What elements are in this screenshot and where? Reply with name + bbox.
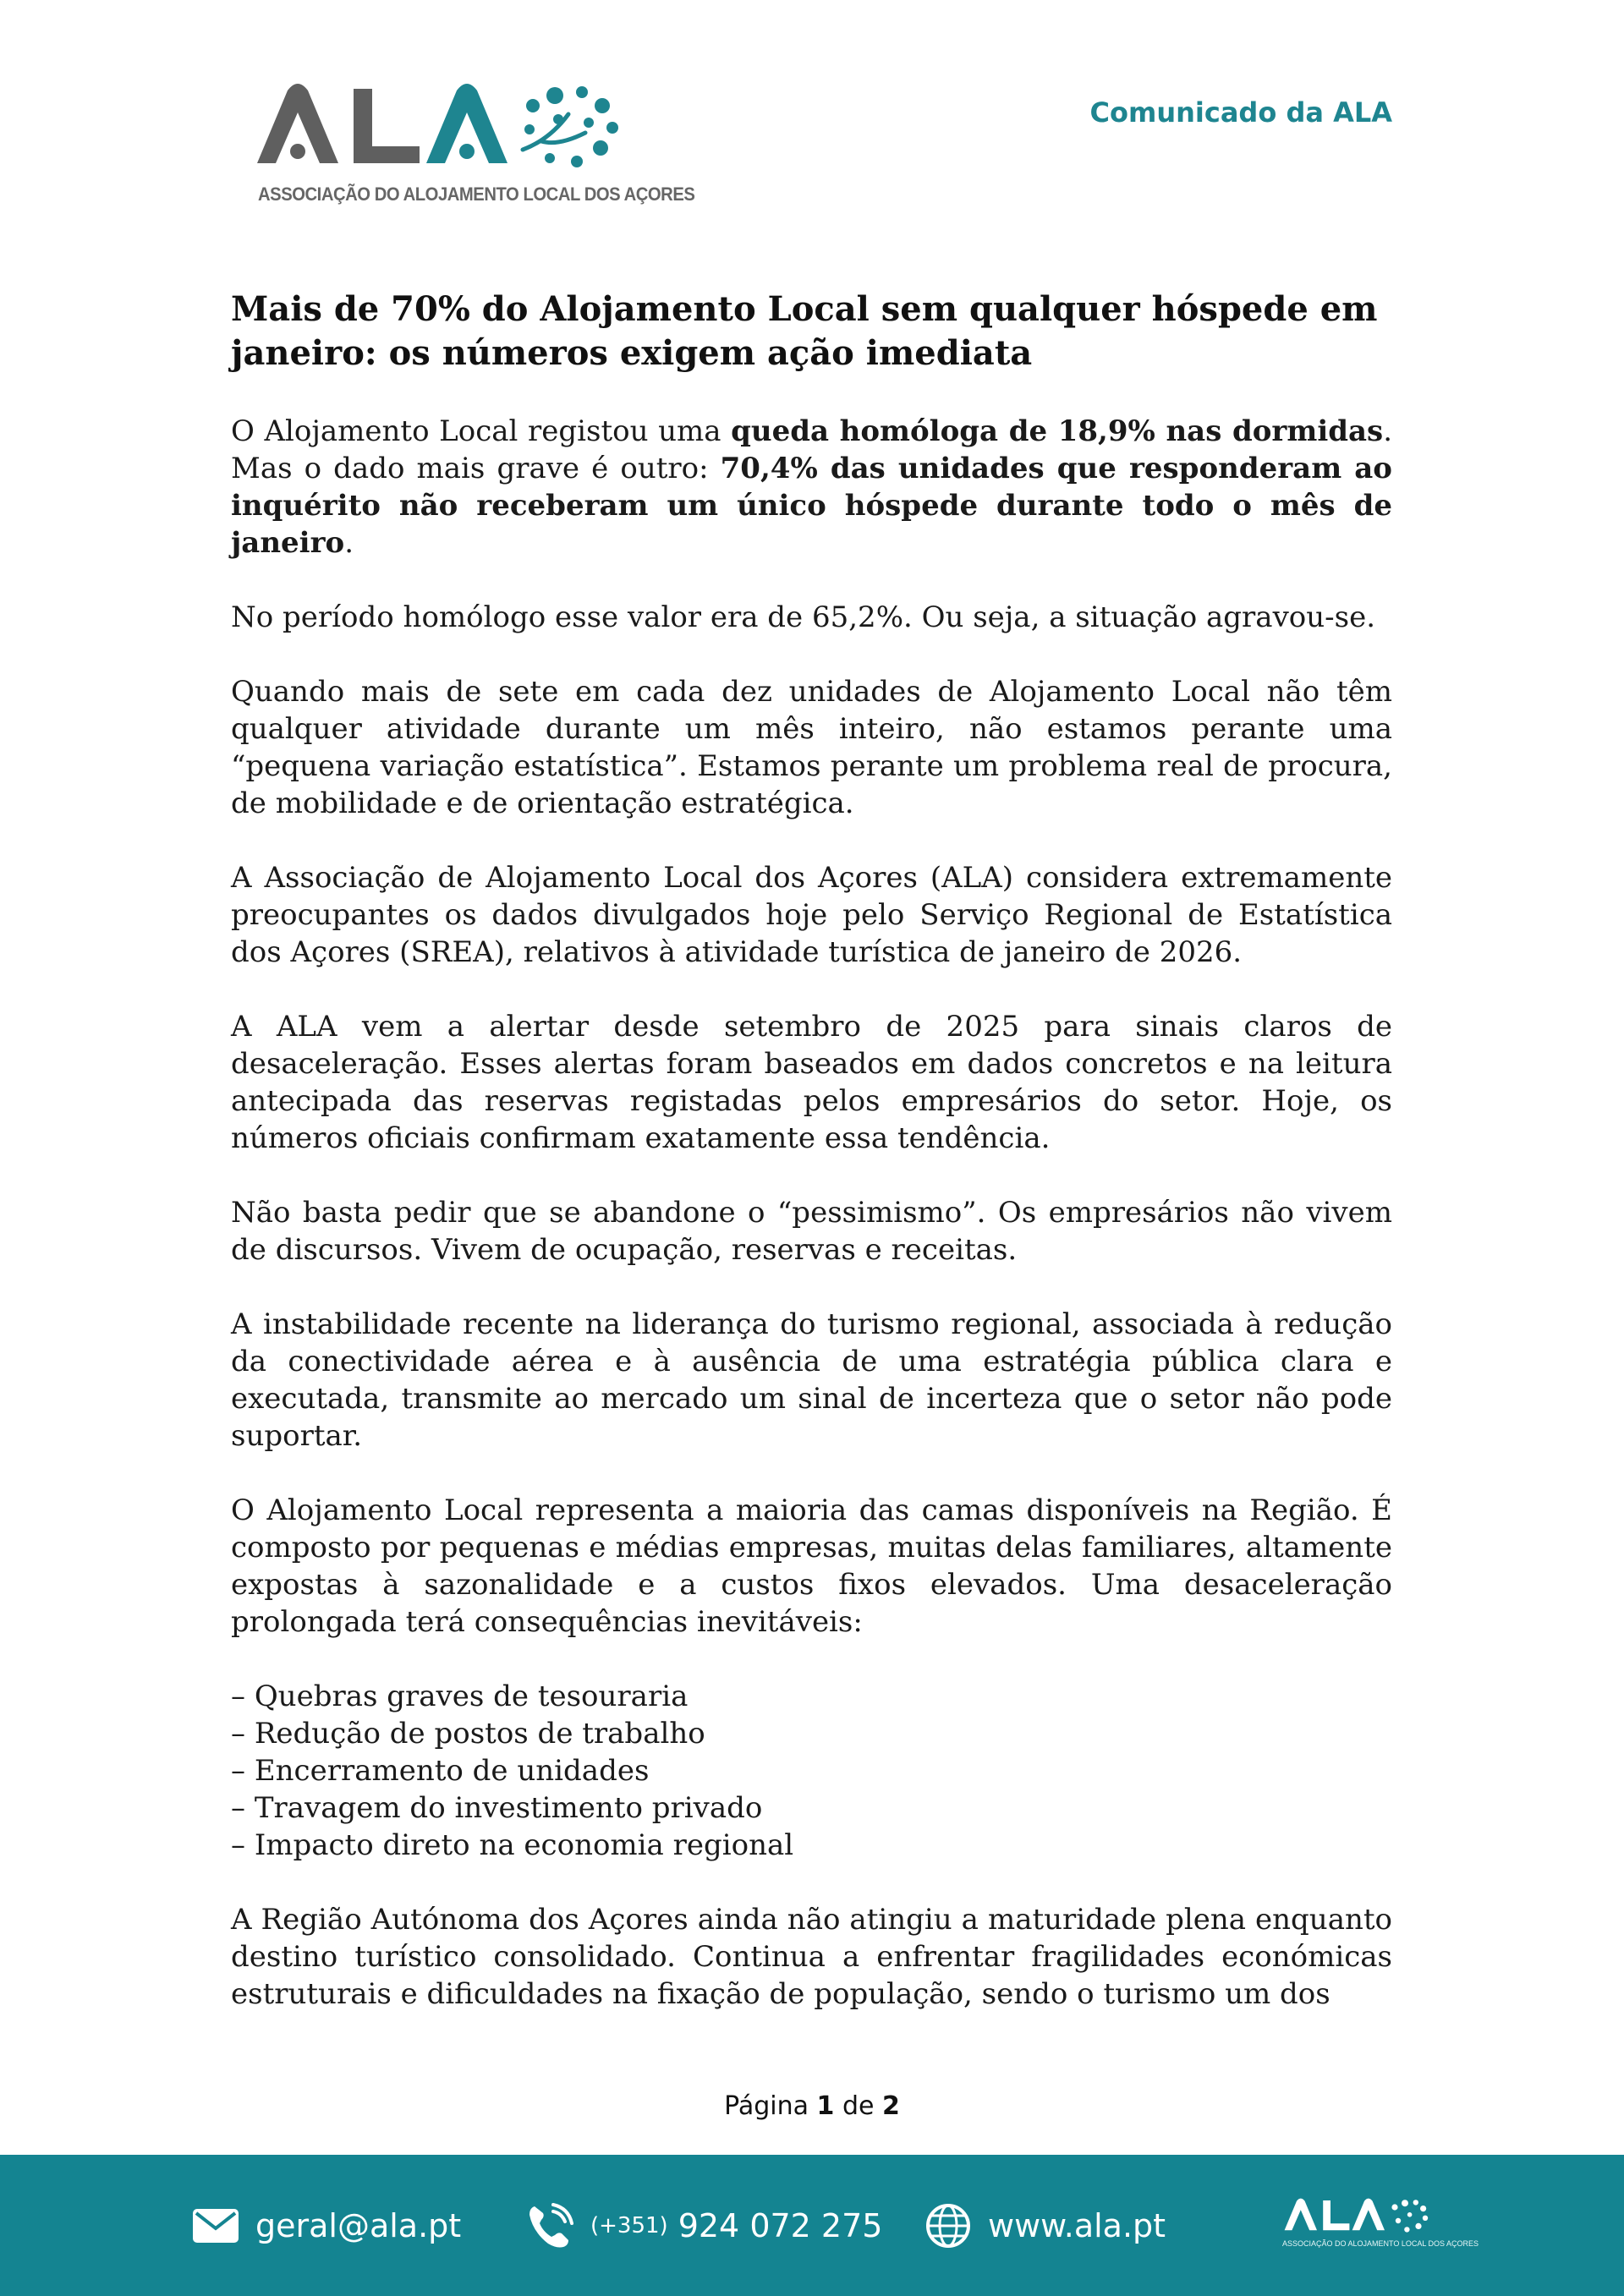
p1-text-c: . Mas o dado mais grave é outro:: [231, 414, 1392, 485]
list-item: – Quebras graves de tesouraria: [231, 1678, 1392, 1715]
list-item: – Travagem do investimento privado: [231, 1789, 1392, 1827]
logo-subtitle: ASSOCIAÇÃO DO ALOJAMENTO LOCAL DOS AÇORES: [258, 184, 695, 205]
p1-bold-dormidas: queda homóloga de 18,9% nas dormidas: [731, 414, 1384, 448]
page-number: [0, 2091, 1624, 2121]
phone-number[interactable]: 924 072 275: [678, 2206, 883, 2244]
page-current: 1: [816, 2091, 835, 2121]
paragraph-2: No período homólogo esse valor era de 65,2%. Ou seja, a situação agravou-se.: [231, 600, 1376, 634]
email-link[interactable]: geral@ala.pt: [255, 2206, 462, 2244]
footer-phone[interactable]: [526, 2155, 882, 2296]
envelope-icon: [193, 2209, 239, 2243]
paragraph-6: Não basta pedir que se abandone o “pessimismo”. Os empresários não vivem de discursos. Vivem de ocupação, reservas e receitas.: [231, 1196, 1392, 1267]
page-total: 2: [882, 2091, 900, 2121]
footer-bar: [0, 2155, 1624, 2296]
list-item: – Redução de postos de trabalho: [231, 1715, 1392, 1752]
paragraph-8: O Alojamento Local representa a maioria das camas disponíveis na Região. É composto por pequenas e médias empresas, muitas delas familiares, altamente expostas à sazonalidade e a custos fixos elevados. Uma desaceleração prolongada terá consequências inevitáveis:: [231, 1493, 1392, 1639]
ala-logo-mark: [254, 80, 651, 182]
paragraph-3: Quando mais de sete em cada dez unidades de Alojamento Local não têm qualquer atividade durante um mês inteiro, não estamos perante uma “pequena variação estatística”. Estamos perante um problema real de procura, de mobilidade e de orientação estratégica.: [231, 675, 1392, 820]
page-label: Página: [724, 2091, 809, 2121]
globe-icon: [925, 2203, 971, 2249]
list-item: – Encerramento de unidades: [231, 1752, 1392, 1789]
consequences-list: [231, 1678, 1392, 1864]
paragraph-1: [231, 413, 1392, 562]
page-of: de: [842, 2091, 875, 2121]
list-item: – Impacto direto na economia regional: [231, 1827, 1392, 1864]
footer-logo-mark: [1282, 2197, 1443, 2238]
paragraph-5: A ALA vem a alertar desde setembro de 2025 para sinais claros de desaceleração. Esses alertas foram baseados em dados concretos e na leitura antecipada das reservas registadas pelos empresários do setor. Hoje, os números oficiais confirmam exatamente essa tendência.: [231, 1010, 1392, 1155]
p1-text-a: O Alojamento Local registou uma: [231, 414, 732, 448]
ala-logo: [254, 80, 695, 216]
footer-website[interactable]: [925, 2155, 1166, 2296]
footer-logo: [1282, 2197, 1479, 2256]
footer-email[interactable]: [193, 2155, 461, 2296]
paragraph-9: A Região Autónoma dos Açores ainda não atingiu a maturidade plena enquanto destino turístico consolidado. Continua a enfrentar fragilidades económicas estruturais e dificuldades na fixação de população, sendo o turismo um dos: [231, 1903, 1392, 2011]
paragraph-4: A Associação de Alojamento Local dos Açores (ALA) considera extremamente preocupantes os dados divulgados hoje pelo Serviço Regional de Estatística dos Açores (SREA), relativos à atividade turística de janeiro de 2026.: [231, 861, 1392, 969]
phone-icon: [526, 2201, 575, 2250]
phone-prefix: (+351): [590, 2212, 668, 2238]
p1-text-e: .: [344, 526, 354, 560]
website-link[interactable]: www.ala.pt: [988, 2206, 1166, 2244]
p1-bold-unidades: 70,4% das unidades que responderam ao inquérito não receberam um único hóspede durante todo o mês de janeiro: [231, 452, 1392, 560]
document-label: Comunicado da ALA: [1089, 96, 1392, 129]
footer-logo-subtitle: ASSOCIAÇÃO DO ALOJAMENTO LOCAL DOS AÇORES: [1282, 2239, 1479, 2248]
paragraph-7: A instabilidade recente na liderança do turismo regional, associada à redução da conectividade aérea e à ausência de uma estratégia pública clara e executada, transmite ao mercado um sinal de incerteza que o setor não pode suportar.: [231, 1307, 1392, 1453]
article: [231, 288, 1392, 2013]
article-title: Mais de 70% do Alojamento Local sem qualquer hóspede em janeiro: os números exigem ação imediata: [231, 289, 1378, 373]
